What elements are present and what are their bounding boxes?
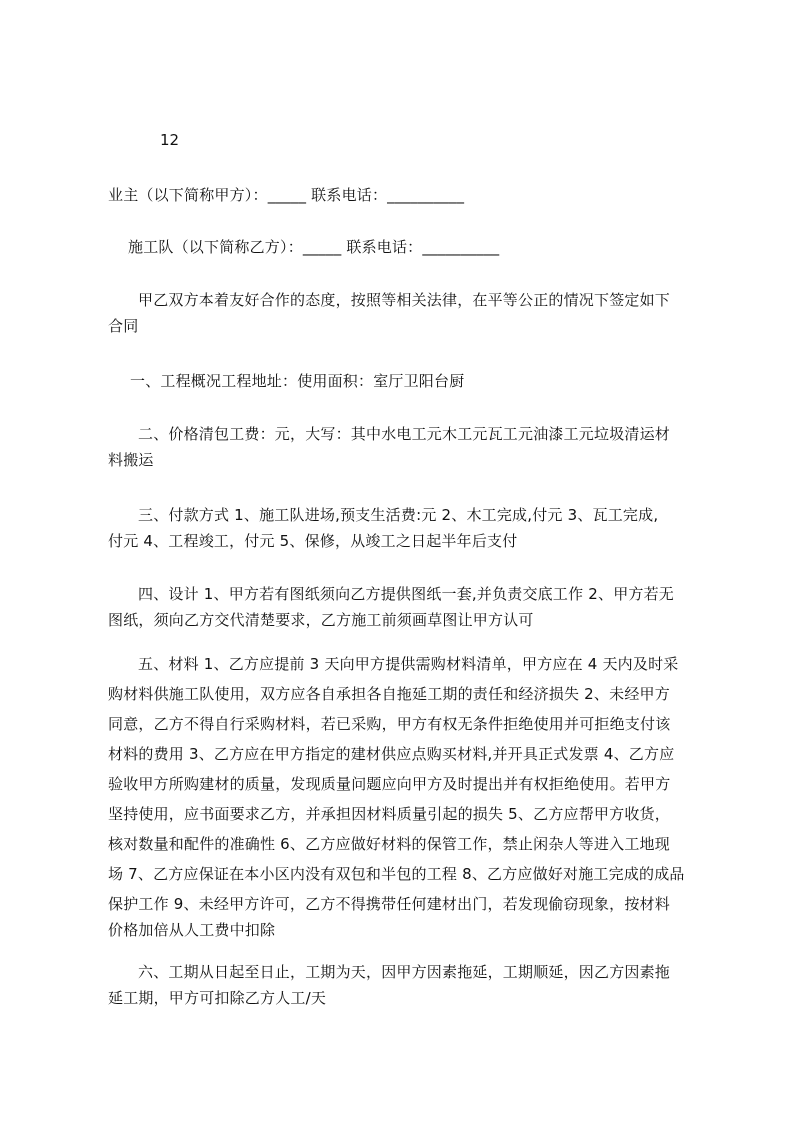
preamble-line-1: 甲乙双方本着友好合作的态度，按照等相关法律，在平等公正的情况下签定如下 (138, 291, 671, 309)
section-5-line: 保护工作 9、未经甲方许可，乙方不得携带任何建材出门，若发现偷窃现象，按材料 (108, 895, 670, 913)
party-a-line: 业主（以下简称甲方）：_____ 联系电话：__________ (108, 186, 465, 204)
section-5-line: 购材料供施工队使用，双方应各自承担各自拖延工期的责任和经济损失 2、未经甲方 (108, 685, 670, 703)
section-6-line: 延工期，甲方可扣除乙方人工/天 (108, 989, 327, 1007)
section-5-line: 五、材料 1、乙方应提前 3 天向甲方提供需购材料清单，甲方应在 4 天内及时采 (138, 655, 679, 673)
section-3-line: 三、付款方式 1、施工队进场,预支生活费:元 2、木工完成,付元 3、瓦工完成, (138, 506, 659, 524)
page-number: 12 (160, 131, 180, 149)
section-5-line: 同意，乙方不得自行采购材料，若已采购，甲方有权无条件拒绝使用并可拒绝支付该 (108, 715, 671, 733)
section-1-line: 一、工程概况工程地址：使用面积：室厅卫阳台厨 (130, 372, 465, 390)
party-b-line: 施工队（以下简称乙方）：_____ 联系电话：__________ (128, 238, 500, 256)
section-5-line: 核对数量和配件的准确性 6、乙方应做好材料的保管工作，禁止闲杂人等进入工地现 (108, 835, 670, 853)
section-5-line: 价格加倍从人工费中扣除 (108, 921, 276, 939)
section-5-line: 场 7、乙方应保证在本小区内没有双包和半包的工程 8、乙方应做好对施工完成的成品 (108, 865, 685, 883)
section-5-line: 材料的费用 3、乙方应在甲方指定的建材供应点购买材料,并开具正式发票 4、乙方应 (108, 745, 675, 763)
section-2-line: 二、价格清包工费：元，大写：其中水电工元木工元瓦工元油漆工元垃圾清运材 (138, 425, 671, 443)
section-6-line: 六、工期从日起至日止，工期为天，因甲方因素拖延，工期顺延，因乙方因素拖 (138, 963, 671, 981)
section-5-line: 验收甲方所购建材的质量，发现质量问题应向甲方及时提出并有权拒绝使用。若甲方 (108, 775, 671, 793)
section-4-line: 四、设计 1、甲方若有图纸须向乙方提供图纸一套,并负责交底工作 2、甲方若无 (138, 585, 674, 603)
preamble-line-2: 合同 (108, 317, 139, 335)
section-5-line: 坚持使用，应书面要求乙方，并承担因材料质量引起的损失 5、乙方应帮甲方收货， (108, 805, 670, 823)
section-3-line: 付元 4、工程竣工，付元 5、保修，从竣工之日起半年后支付 (108, 532, 518, 550)
section-4-line: 图纸，须向乙方交代清楚要求，乙方施工前须画草图让甲方认可 (108, 611, 534, 629)
section-2-line: 料搬运 (108, 451, 154, 469)
